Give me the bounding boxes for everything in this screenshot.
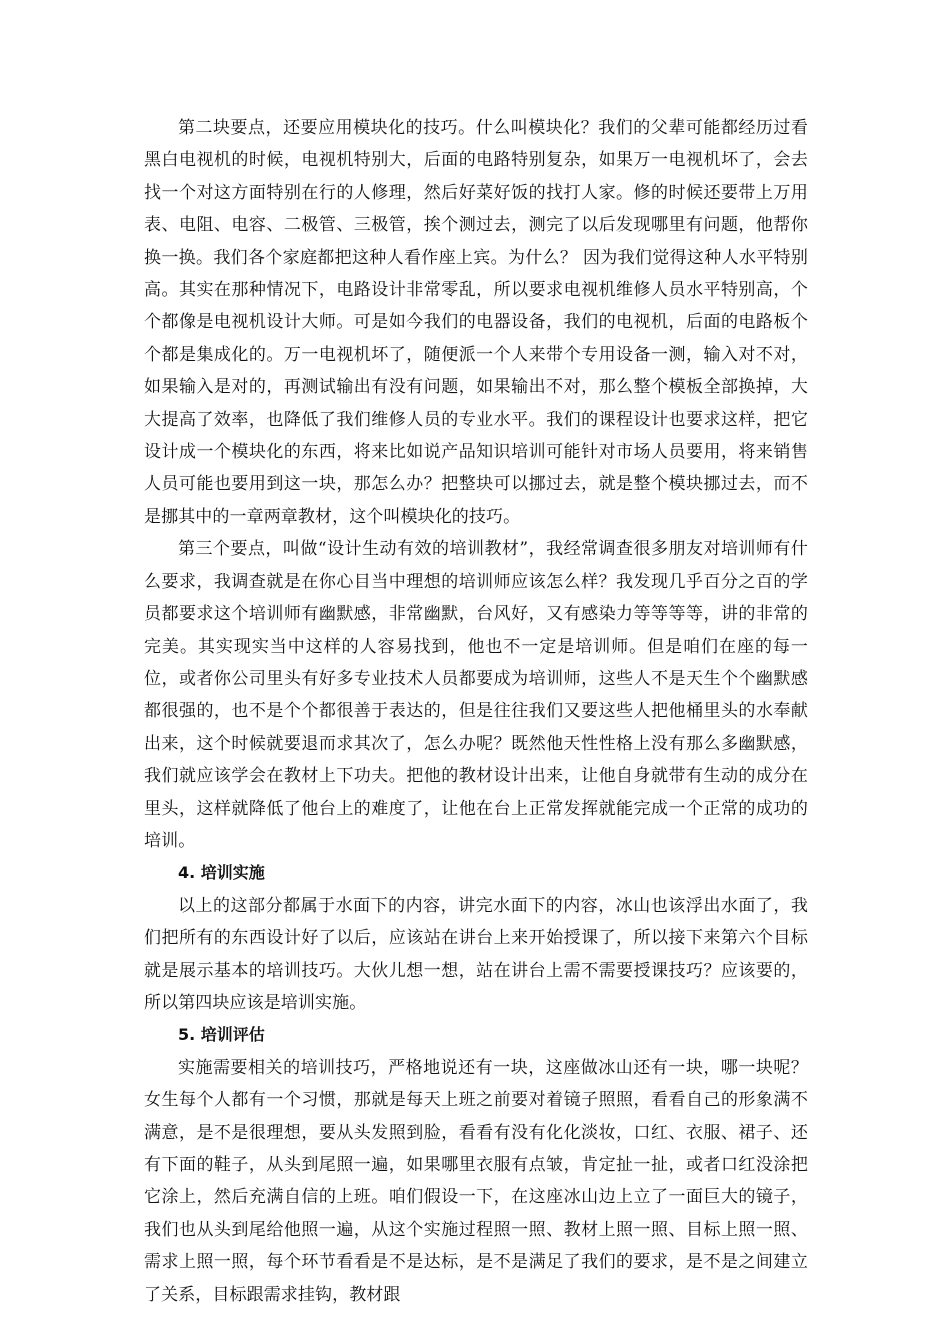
paragraph-training-implementation: 以上的这部分都属于水面下的内容，讲完水面下的内容，冰山也该浮出水面了，我们把所有的东西设计好了以后，应该站在讲台上来开始授课了，所以接下来第六个目标就是展示基本的培训技巧。大伙儿想一想，站在讲台上需不需要授课技巧？应该要的，所以第四块应该是培训实施。 (144, 895, 808, 1013)
section-heading-training-evaluation: 5. 培训评估 (178, 1025, 265, 1045)
paragraph-training-evaluation: 实施需要相关的培训技巧，严格地说还有一块，这座做冰山还有一块，哪一块呢？女生每个人都有一个习惯，那就是每天上班之前要对着镜子照照，看看自己的形象满不满意，是不是很理想，要从头发照到脸，看看有没有化化淡妆，口红、衣服、裙子、还有下面的鞋子，从头到尾照一遍，如果哪里衣服有点皱，肯定扯一扯，或者口红没涂把它涂上，然后充满自信的上班。咱们假设一下，在这座冰山边上立了一面巨大的镜子，我们也从头到尾给他照一遍，从这个实施过程照一照、教材上照一照、目标上照一照、需求上照一照，每个环节看看是不是达标，是不是满足了我们的要求，是不是之间建立了关系，目标跟需求挂钩，教材跟 (144, 1057, 808, 1305)
section-heading-training-implementation: 4. 培训实施 (178, 863, 265, 883)
paragraph-modularization: 第二块要点，还要应用模块化的技巧。什么叫模块化？我们的父辈可能都经历过看黑白电视机的时候，电视机特别大，后面的电路特别复杂，如果万一电视机坏了，会去找一个对这方面特别在行的人修理，然后好菜好饭的找打人家。修的时候还要带上万用表、电阻、电容、二极管、三极管，挨个测过去，测完了以后发现哪里有问题，他帮你换一换。我们各个家庭都把这种人看作座上宾。为什么？ 因为我们觉得这种人水平特别高。其实在那种情况下，电路设计非常零乱，所以要求电视机维修人员水平特别高，个个都像是电视机设计大师。可是如今我们的电器设备，我们的电视机，后面的电路板个个都是集成化的。万一电视机坏了，随便派一个人来带个专用设备一测，输入对不对，如果输入是对的，再测试输出有没有问题，如果输出不对，那么整个模板全部换掉，大大提高了效率，也降低了我们维修人员的专业水平。我们的课程设计也要求这样，把它设计成一个模块化的东西，将来比如说产品知识培训可能针对市场人员要用，将来销售人员可能也要用到这一块，那怎么办？把整块可以挪过去，就是整个模块挪过去，而不是挪其中的一章两章教材，这个叫模块化的技巧。 (144, 118, 808, 527)
document-page (144, 112, 808, 1311)
paragraph-training-materials: 第三个要点，叫做“设计生动有效的培训教材”，我经常调查很多朋友对培训师有什么要求，我调查就是在你心目当中理想的培训师应该怎么样？我发现几乎百分之百的学员都要求这个培训师有幽默感，非常幽默，台风好，又有感染力等等等等，讲的非常的完美。其实现实当中这样的人容易找到，他也不一定是培训师。但是咱们在座的每一位，或者你公司里头有好多专业技术人员都要成为培训师，这些人不是天生个个幽默感都很强的，也不是个个都很善于表达的，但是往往我们又要这些人把他桶里头的水奉献出来，这个时候就要退而求其次了，怎么办呢？既然他天性性格上没有那么多幽默感，我们就应该学会在教材上下功夫。把他的教材设计出来，让他自身就带有生动的成分在里头，这样就降低了他台上的难度了，让他在台上正常发挥就能完成一个正常的成功的培训。 (144, 539, 808, 851)
